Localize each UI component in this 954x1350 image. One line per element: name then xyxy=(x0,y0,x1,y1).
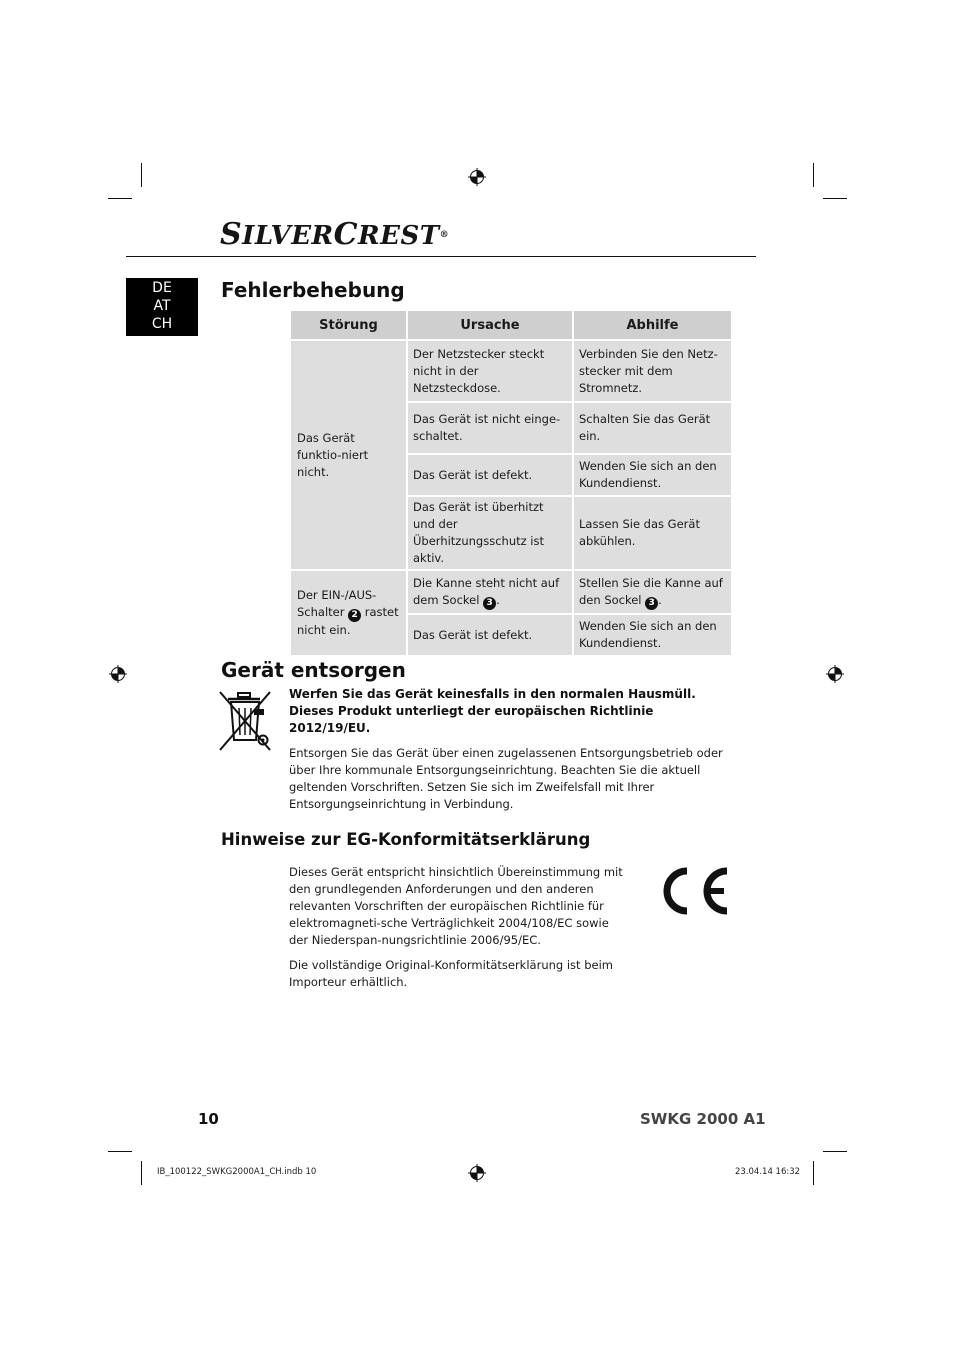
disposal-warning: Werfen Sie das Gerät keinesfalls in den normalen Hausmüll. Dieses Produkt unterliegt der europäischen Richtlinie 2012/19/EU. xyxy=(289,687,696,735)
remedy-cell: Lassen Sie das Gerät abkühlen. xyxy=(573,496,732,570)
registration-mark-icon xyxy=(108,664,128,684)
brand-logo: SILVERCREST® xyxy=(220,217,450,252)
disposal-body: Entsorgen Sie das Gerät über einen zugelassenen Entsorgungsbetrieb oder über Ihre kommunale Entsorgungseinrichtung. Beachten Sie die aktuell geltenden Vorschriften. Setzen Sie sich im Zweifelsfall mit Ihrer Entsorgungseinrichtung in Verbindung. xyxy=(289,746,723,811)
print-slug-file: IB_100122_SWKG2000A1_CH.indb 10 xyxy=(157,1167,317,1177)
crossed-out-bin-icon xyxy=(216,688,274,752)
cause-cell: Die Kanne steht nicht auf dem Sockel 3 . xyxy=(407,570,573,614)
model-number: SWKG 2000 A1 xyxy=(640,1110,766,1128)
remedy-cell: Stellen Sie die Kanne auf den Sockel 3 . xyxy=(573,570,732,614)
crop-mark xyxy=(141,1161,142,1185)
disposal-title: Gerät entsorgen xyxy=(221,658,406,682)
cause-cell: Das Gerät ist nicht einge-schaltet. xyxy=(407,402,573,454)
callout-number-icon: 3 xyxy=(483,597,496,610)
language-code: DE xyxy=(152,280,172,296)
crop-mark xyxy=(823,1151,847,1152)
ce-mark-icon xyxy=(654,864,734,918)
crop-mark xyxy=(823,198,847,199)
registration-mark-icon xyxy=(825,664,845,684)
crop-mark xyxy=(813,163,814,187)
crop-mark xyxy=(108,198,132,199)
crop-mark xyxy=(108,1151,132,1152)
header-rule xyxy=(126,256,756,257)
fault-cell: Der EIN-/AUS-Schalter 2 rastet nicht ein. xyxy=(290,570,407,656)
crop-mark xyxy=(813,1161,814,1185)
language-code: AT xyxy=(153,298,171,314)
remedy-cell: Verbinden Sie den Netz-stecker mit dem Stromnetz. xyxy=(573,340,732,402)
column-header: Störung xyxy=(290,310,407,340)
remedy-cell: Schalten Sie das Gerät ein. xyxy=(573,402,732,454)
table-header-row xyxy=(290,310,732,340)
registration-mark-icon xyxy=(467,167,487,187)
print-slug-date: 23.04.14 16:32 xyxy=(735,1167,801,1177)
language-code: CH xyxy=(151,316,173,332)
column-header: Ursache xyxy=(407,310,573,340)
crop-mark xyxy=(141,163,142,187)
conformity-body: Dieses Gerät entspricht hinsichtlich Übereinstimmung mit den grundlegenden Anforderungen und den anderen relevanten Vorschriften der europäischen Richtlinie für elektromagneti-sche Verträglichkeit 2004/108/EC sowie der Niederspan-nungsrichtlinie 2006/95/EC. xyxy=(289,865,623,947)
callout-number-icon: 3 xyxy=(645,597,658,610)
table-row xyxy=(290,570,732,614)
conformity-title: Hinweise zur EG-Konformitätserklärung xyxy=(221,830,591,849)
cause-cell: Das Gerät ist defekt. xyxy=(407,614,573,656)
troubleshooting-table xyxy=(289,309,733,657)
conformity-note: Die vollständige Original-Konformitätserklärung ist beim Importeur erhältlich. xyxy=(289,958,613,989)
language-tab xyxy=(126,278,198,336)
cause-cell: Der Netzstecker steckt nicht in der Netzsteckdose. xyxy=(407,340,573,402)
column-header: Abhilfe xyxy=(573,310,732,340)
fault-cell: Das Gerät funktio-niert nicht. xyxy=(290,340,407,570)
table-row xyxy=(290,340,732,402)
cause-cell: Das Gerät ist defekt. xyxy=(407,454,573,496)
remedy-cell: Wenden Sie sich an den Kundendienst. xyxy=(573,454,732,496)
registration-mark-icon xyxy=(467,1163,487,1183)
remedy-cell: Wenden Sie sich an den Kundendienst. xyxy=(573,614,732,656)
page-number: 10 xyxy=(198,1110,219,1128)
troubleshooting-title: Fehlerbehebung xyxy=(221,278,405,302)
cause-cell: Das Gerät ist überhitzt und der Überhitzungsschutz ist aktiv. xyxy=(407,496,573,570)
callout-number-icon: 2 xyxy=(348,609,361,622)
